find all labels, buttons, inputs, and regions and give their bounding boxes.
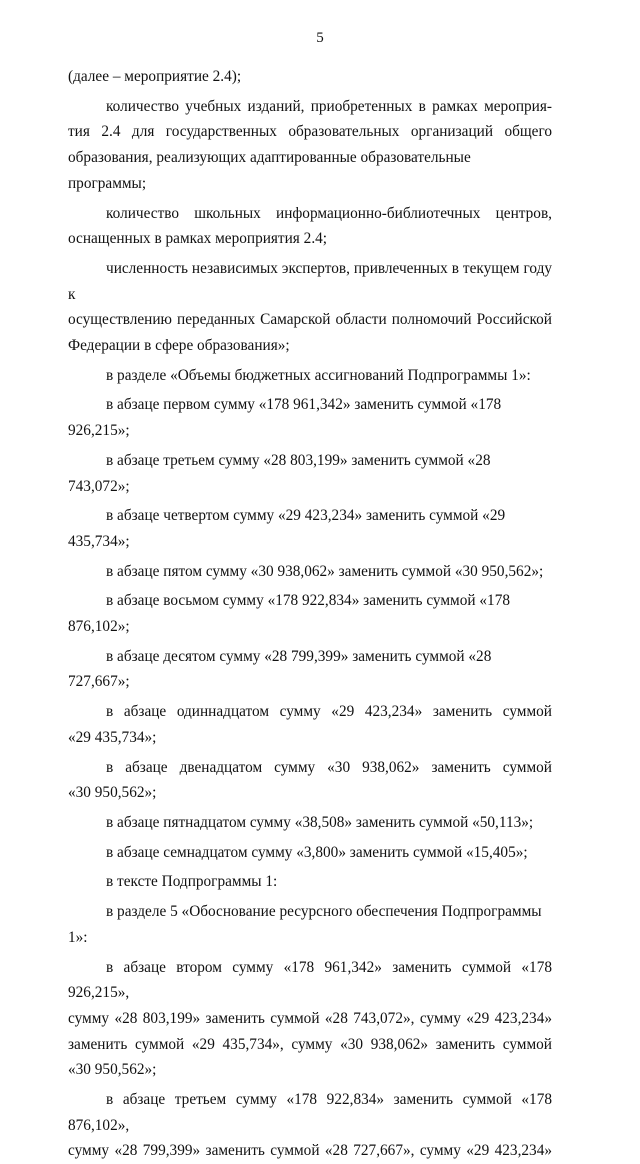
text-line: тия 2.4 для государственных образовательных организаций общего [68, 123, 552, 141]
text-line: в абзаце втором сумму «178 961,342» заменить суммой «178 926,215», [68, 958, 552, 1002]
page-number: 5 [316, 30, 324, 46]
text-line: в абзаце восьмом сумму «178 922,834» заменить суммой «178 876,102»; [68, 592, 510, 636]
text-line: заменить суммой «29 435,734», сумму «30 938,062» заменить суммой [68, 1035, 552, 1053]
text-line: сумму «28 803,199» заменить суммой «28 743,072», сумму «29 423,234» [68, 1009, 552, 1027]
text-line: в разделе «Объемы бюджетных ассигнований Подпрограммы 1»: [106, 366, 531, 384]
text-line: количество школьных информационно-библиотечных центров, [106, 204, 552, 222]
text-line: в абзаце десятом сумму «28 799,399» заменить суммой «28 727,667»; [68, 647, 492, 691]
text-line: (далее – мероприятие 2.4); [68, 68, 242, 85]
text-line: Федерации в сфере образования»; [68, 337, 290, 355]
text-line: образования, реализующих адаптированные образовательные программы; [68, 149, 471, 192]
text-line: «29 435,734»; [68, 728, 157, 746]
text-line: в абзаце одиннадцатом сумму «29 423,234» заменить суммой [106, 703, 552, 721]
text-line: в тексте Подпрограммы 1: [106, 873, 278, 891]
text-line: в абзаце пятнадцатом сумму «38,508» заменить суммой «50,113»; [106, 813, 534, 831]
text-line: в абзаце пятом сумму «30 938,062» заменить суммой «30 950,562»; [106, 562, 544, 580]
text-line: в абзаце семнадцатом сумму «3,800» заменить суммой «15,405»; [106, 843, 528, 861]
text-line: в абзаце третьем сумму «178 922,834» заменить суммой «178 876,102», [68, 1091, 552, 1134]
text-line: сумму «28 799,399» заменить суммой «28 727,667», сумму «29 423,234» [68, 1142, 552, 1160]
text-line: в абзаце двенадцатом сумму «30 938,062» заменить суммой [106, 758, 552, 776]
text-line: оснащенных в рамках мероприятия 2.4; [68, 230, 328, 248]
text-line: осуществлению переданных Самарской области полномочий Российской [68, 311, 552, 329]
text-line: «30 950,562»; [68, 784, 157, 802]
text-line: в абзаце третьем сумму «28 803,199» заменить суммой «28 743,072»; [68, 451, 491, 495]
text-line: «30 950,562»; [68, 1061, 157, 1079]
text-line: численность независимых экспертов, привлеченных в текущем году к [68, 259, 552, 303]
text-line: в абзаце четвертом сумму «29 423,234» заменить суммой «29 435,734»; [68, 507, 506, 550]
document-body [68, 64, 552, 1164]
text-line: количество учебных изданий, приобретенных в рамках мероприя- [106, 97, 552, 115]
text-line: в абзаце первом сумму «178 961,342» заменить суммой «178 926,215»; [68, 396, 502, 440]
text-line: в разделе 5 «Обоснование ресурсного обеспечения Подпрограммы 1»: [68, 903, 542, 946]
